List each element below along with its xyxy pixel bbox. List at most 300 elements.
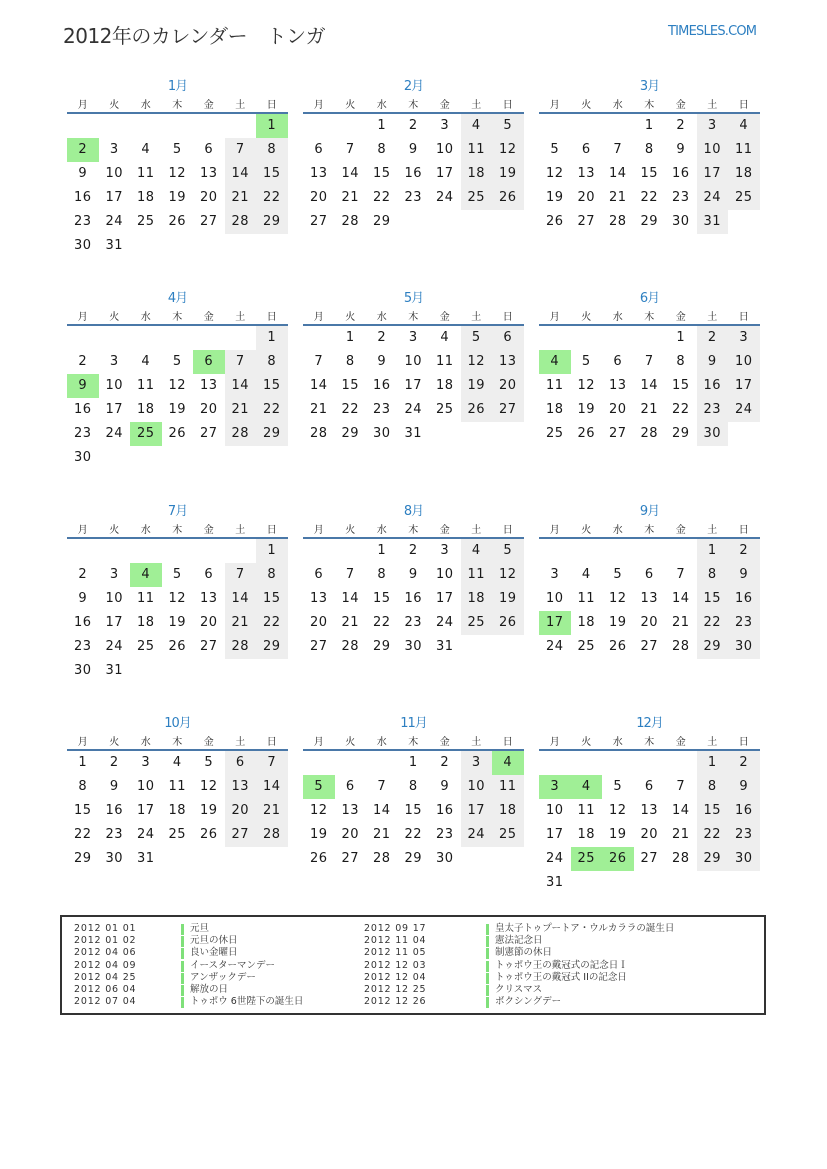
day-cell[interactable]: 7 (377, 779, 387, 794)
day-cell[interactable]: 3 (550, 567, 560, 582)
day-cell[interactable]: 1 (377, 543, 387, 558)
day-cell[interactable]: 29 (256, 210, 288, 234)
day-cell[interactable]: 30 (73, 663, 92, 678)
day-cell[interactable]: 8 (78, 779, 88, 794)
day-cell[interactable]: 24 (136, 827, 155, 842)
day-cell[interactable]: 13 (608, 378, 627, 393)
day-cell[interactable]: 20 (225, 799, 257, 823)
day-cell[interactable]: 14 (640, 378, 659, 393)
day-cell[interactable]: 15 (697, 587, 729, 611)
day-cell[interactable]: 28 (309, 426, 328, 441)
day-cell[interactable]: 26 (168, 426, 187, 441)
day-cell[interactable]: 3 (109, 142, 119, 157)
day-cell[interactable]: 18 (728, 162, 760, 186)
holiday-day-cell[interactable]: 4 (571, 775, 603, 799)
day-cell[interactable]: 31 (105, 238, 124, 253)
day-cell[interactable]: 28 (372, 851, 391, 866)
day-cell[interactable]: 16 (728, 587, 760, 611)
day-cell[interactable]: 1 (377, 118, 387, 133)
day-cell[interactable]: 9 (728, 563, 760, 587)
day-cell[interactable]: 12 (168, 166, 187, 181)
day-cell[interactable]: 1 (78, 755, 88, 770)
day-cell[interactable]: 29 (697, 847, 729, 871)
day-cell[interactable]: 6 (644, 567, 654, 582)
day-cell[interactable]: 12 (309, 803, 328, 818)
holiday-day-cell[interactable]: 4 (539, 350, 571, 374)
day-cell[interactable]: 10 (105, 166, 124, 181)
day-cell[interactable]: 16 (671, 166, 690, 181)
day-cell[interactable]: 8 (256, 563, 288, 587)
day-cell[interactable]: 30 (73, 238, 92, 253)
day-cell[interactable]: 30 (671, 214, 690, 229)
day-cell[interactable]: 25 (461, 186, 493, 210)
day-cell[interactable]: 2 (728, 751, 760, 775)
day-cell[interactable]: 7 (676, 567, 686, 582)
day-cell[interactable]: 5 (172, 567, 182, 582)
holiday-day-cell[interactable]: 25 (571, 847, 603, 871)
day-cell[interactable]: 22 (404, 827, 423, 842)
day-cell[interactable]: 26 (545, 214, 564, 229)
day-cell[interactable]: 2 (408, 543, 418, 558)
day-cell[interactable]: 21 (225, 398, 257, 422)
day-cell[interactable]: 29 (341, 426, 360, 441)
day-cell[interactable]: 27 (640, 639, 659, 654)
day-cell[interactable]: 11 (136, 591, 155, 606)
day-cell[interactable]: 27 (492, 398, 524, 422)
day-cell[interactable]: 3 (461, 751, 493, 775)
day-cell[interactable]: 22 (697, 823, 729, 847)
day-cell[interactable]: 16 (73, 190, 92, 205)
day-cell[interactable]: 20 (199, 190, 218, 205)
day-cell[interactable]: 2 (697, 326, 729, 350)
day-cell[interactable]: 20 (309, 190, 328, 205)
holiday-day-cell[interactable]: 4 (492, 751, 524, 775)
day-cell[interactable]: 22 (697, 611, 729, 635)
day-cell[interactable]: 4 (440, 330, 450, 345)
day-cell[interactable]: 20 (577, 190, 596, 205)
day-cell[interactable]: 15 (640, 166, 659, 181)
day-cell[interactable]: 15 (256, 587, 288, 611)
day-cell[interactable]: 24 (728, 398, 760, 422)
day-cell[interactable]: 22 (256, 186, 288, 210)
day-cell[interactable]: 1 (697, 539, 729, 563)
day-cell[interactable]: 1 (256, 539, 288, 563)
day-cell[interactable]: 24 (105, 426, 124, 441)
day-cell[interactable]: 27 (608, 426, 627, 441)
day-cell[interactable]: 30 (73, 450, 92, 465)
day-cell[interactable]: 8 (256, 138, 288, 162)
day-cell[interactable]: 29 (372, 214, 391, 229)
day-cell[interactable]: 22 (341, 402, 360, 417)
day-cell[interactable]: 25 (577, 639, 596, 654)
day-cell[interactable]: 12 (608, 803, 627, 818)
day-cell[interactable]: 27 (225, 823, 257, 847)
day-cell[interactable]: 31 (136, 851, 155, 866)
day-cell[interactable]: 6 (314, 142, 324, 157)
day-cell[interactable]: 27 (341, 851, 360, 866)
day-cell[interactable]: 10 (728, 350, 760, 374)
holiday-day-cell[interactable]: 4 (130, 563, 162, 587)
day-cell[interactable]: 28 (671, 851, 690, 866)
day-cell[interactable]: 17 (105, 615, 124, 630)
day-cell[interactable]: 11 (435, 354, 454, 369)
day-cell[interactable]: 10 (697, 138, 729, 162)
day-cell[interactable]: 14 (225, 374, 257, 398)
holiday-day-cell[interactable]: 25 (130, 422, 162, 446)
day-cell[interactable]: 19 (608, 615, 627, 630)
day-cell[interactable]: 21 (341, 615, 360, 630)
day-cell[interactable]: 26 (608, 639, 627, 654)
day-cell[interactable]: 21 (608, 190, 627, 205)
day-cell[interactable]: 13 (309, 166, 328, 181)
day-cell[interactable]: 27 (199, 426, 218, 441)
day-cell[interactable]: 12 (168, 378, 187, 393)
day-cell[interactable]: 4 (461, 114, 493, 138)
day-cell[interactable]: 15 (404, 803, 423, 818)
day-cell[interactable]: 28 (341, 639, 360, 654)
day-cell[interactable]: 29 (697, 635, 729, 659)
day-cell[interactable]: 13 (341, 803, 360, 818)
day-cell[interactable]: 8 (377, 567, 387, 582)
day-cell[interactable]: 20 (309, 615, 328, 630)
day-cell[interactable]: 15 (256, 162, 288, 186)
day-cell[interactable]: 13 (640, 591, 659, 606)
day-cell[interactable]: 19 (461, 374, 493, 398)
day-cell[interactable]: 30 (728, 635, 760, 659)
day-cell[interactable]: 16 (372, 378, 391, 393)
day-cell[interactable]: 26 (168, 639, 187, 654)
day-cell[interactable]: 21 (372, 827, 391, 842)
day-cell[interactable]: 11 (545, 378, 564, 393)
day-cell[interactable]: 8 (256, 350, 288, 374)
day-cell[interactable]: 8 (697, 563, 729, 587)
day-cell[interactable]: 11 (577, 803, 596, 818)
day-cell[interactable]: 5 (204, 755, 214, 770)
day-cell[interactable]: 31 (545, 875, 564, 890)
day-cell[interactable]: 27 (199, 214, 218, 229)
day-cell[interactable]: 30 (404, 639, 423, 654)
day-cell[interactable]: 8 (644, 142, 654, 157)
day-cell[interactable]: 17 (435, 591, 454, 606)
day-cell[interactable]: 13 (199, 591, 218, 606)
day-cell[interactable]: 14 (256, 775, 288, 799)
day-cell[interactable]: 8 (676, 354, 686, 369)
day-cell[interactable]: 26 (461, 398, 493, 422)
day-cell[interactable]: 5 (613, 567, 623, 582)
day-cell[interactable]: 23 (73, 639, 92, 654)
day-cell[interactable]: 15 (372, 591, 391, 606)
day-cell[interactable]: 19 (545, 190, 564, 205)
day-cell[interactable]: 5 (492, 114, 524, 138)
day-cell[interactable]: 13 (640, 803, 659, 818)
day-cell[interactable]: 6 (204, 142, 214, 157)
day-cell[interactable]: 2 (78, 354, 88, 369)
day-cell[interactable]: 5 (172, 354, 182, 369)
day-cell[interactable]: 6 (613, 354, 623, 369)
day-cell[interactable]: 13 (492, 350, 524, 374)
day-cell[interactable]: 25 (545, 426, 564, 441)
day-cell[interactable]: 14 (372, 803, 391, 818)
day-cell[interactable]: 1 (345, 330, 355, 345)
day-cell[interactable]: 12 (199, 779, 218, 794)
day-cell[interactable]: 7 (256, 751, 288, 775)
day-cell[interactable]: 25 (168, 827, 187, 842)
day-cell[interactable]: 5 (172, 142, 182, 157)
day-cell[interactable]: 20 (199, 615, 218, 630)
day-cell[interactable]: 14 (341, 591, 360, 606)
day-cell[interactable]: 23 (435, 827, 454, 842)
day-cell[interactable]: 17 (461, 799, 493, 823)
day-cell[interactable]: 9 (78, 166, 88, 181)
day-cell[interactable]: 18 (168, 803, 187, 818)
day-cell[interactable]: 15 (256, 374, 288, 398)
day-cell[interactable]: 29 (640, 214, 659, 229)
day-cell[interactable]: 24 (435, 190, 454, 205)
day-cell[interactable]: 4 (141, 354, 151, 369)
day-cell[interactable]: 19 (492, 587, 524, 611)
day-cell[interactable]: 9 (109, 779, 119, 794)
day-cell[interactable]: 28 (608, 214, 627, 229)
day-cell[interactable]: 2 (377, 330, 387, 345)
day-cell[interactable]: 2 (109, 755, 119, 770)
holiday-day-cell[interactable]: 5 (303, 775, 335, 799)
day-cell[interactable]: 9 (676, 142, 686, 157)
day-cell[interactable]: 14 (671, 803, 690, 818)
day-cell[interactable]: 10 (105, 591, 124, 606)
day-cell[interactable]: 28 (225, 422, 257, 446)
day-cell[interactable]: 29 (404, 851, 423, 866)
day-cell[interactable]: 27 (309, 639, 328, 654)
day-cell[interactable]: 5 (613, 779, 623, 794)
day-cell[interactable]: 7 (345, 142, 355, 157)
day-cell[interactable]: 26 (577, 426, 596, 441)
day-cell[interactable]: 18 (461, 587, 493, 611)
day-cell[interactable]: 25 (461, 611, 493, 635)
day-cell[interactable]: 23 (671, 190, 690, 205)
day-cell[interactable]: 17 (136, 803, 155, 818)
day-cell[interactable]: 17 (728, 374, 760, 398)
day-cell[interactable]: 23 (697, 398, 729, 422)
day-cell[interactable]: 9 (408, 142, 418, 157)
day-cell[interactable]: 15 (671, 378, 690, 393)
day-cell[interactable]: 7 (225, 350, 257, 374)
day-cell[interactable]: 12 (492, 138, 524, 162)
day-cell[interactable]: 23 (404, 190, 423, 205)
day-cell[interactable]: 24 (461, 823, 493, 847)
day-cell[interactable]: 28 (640, 426, 659, 441)
day-cell[interactable]: 31 (105, 663, 124, 678)
day-cell[interactable]: 16 (105, 803, 124, 818)
day-cell[interactable]: 3 (109, 354, 119, 369)
day-cell[interactable]: 17 (697, 162, 729, 186)
day-cell[interactable]: 14 (341, 166, 360, 181)
day-cell[interactable]: 23 (73, 426, 92, 441)
day-cell[interactable]: 18 (435, 378, 454, 393)
day-cell[interactable]: 22 (256, 611, 288, 635)
day-cell[interactable]: 30 (105, 851, 124, 866)
day-cell[interactable]: 9 (697, 350, 729, 374)
day-cell[interactable]: 30 (697, 422, 729, 446)
day-cell[interactable]: 30 (372, 426, 391, 441)
day-cell[interactable]: 23 (105, 827, 124, 842)
day-cell[interactable]: 4 (141, 142, 151, 157)
day-cell[interactable]: 20 (199, 402, 218, 417)
day-cell[interactable]: 16 (404, 166, 423, 181)
day-cell[interactable]: 3 (728, 326, 760, 350)
day-cell[interactable]: 21 (341, 190, 360, 205)
day-cell[interactable]: 21 (671, 827, 690, 842)
day-cell[interactable]: 22 (256, 398, 288, 422)
day-cell[interactable]: 21 (671, 615, 690, 630)
holiday-day-cell[interactable]: 9 (67, 374, 99, 398)
day-cell[interactable]: 13 (199, 166, 218, 181)
day-cell[interactable]: 20 (341, 827, 360, 842)
day-cell[interactable]: 30 (435, 851, 454, 866)
day-cell[interactable]: 7 (225, 563, 257, 587)
day-cell[interactable]: 1 (408, 755, 418, 770)
day-cell[interactable]: 9 (78, 591, 88, 606)
day-cell[interactable]: 10 (461, 775, 493, 799)
day-cell[interactable]: 24 (545, 851, 564, 866)
day-cell[interactable]: 8 (408, 779, 418, 794)
day-cell[interactable]: 29 (256, 422, 288, 446)
day-cell[interactable]: 26 (492, 611, 524, 635)
day-cell[interactable]: 12 (461, 350, 493, 374)
day-cell[interactable]: 5 (550, 142, 560, 157)
day-cell[interactable]: 3 (141, 755, 151, 770)
day-cell[interactable]: 19 (168, 402, 187, 417)
day-cell[interactable]: 11 (136, 166, 155, 181)
day-cell[interactable]: 3 (440, 543, 450, 558)
day-cell[interactable]: 22 (372, 190, 391, 205)
day-cell[interactable]: 24 (105, 214, 124, 229)
day-cell[interactable]: 14 (608, 166, 627, 181)
day-cell[interactable]: 12 (545, 166, 564, 181)
day-cell[interactable]: 16 (404, 591, 423, 606)
day-cell[interactable]: 20 (640, 615, 659, 630)
day-cell[interactable]: 13 (199, 378, 218, 393)
day-cell[interactable]: 15 (372, 166, 391, 181)
day-cell[interactable]: 12 (608, 591, 627, 606)
day-cell[interactable]: 6 (492, 326, 524, 350)
day-cell[interactable]: 22 (73, 827, 92, 842)
day-cell[interactable]: 11 (461, 563, 493, 587)
day-cell[interactable]: 16 (73, 615, 92, 630)
day-cell[interactable]: 25 (728, 186, 760, 210)
day-cell[interactable]: 11 (728, 138, 760, 162)
day-cell[interactable]: 9 (728, 775, 760, 799)
holiday-day-cell[interactable]: 3 (539, 775, 571, 799)
day-cell[interactable]: 7 (314, 354, 324, 369)
day-cell[interactable]: 24 (697, 186, 729, 210)
day-cell[interactable]: 1 (676, 330, 686, 345)
day-cell[interactable]: 14 (225, 162, 257, 186)
day-cell[interactable]: 10 (404, 354, 423, 369)
day-cell[interactable]: 21 (256, 799, 288, 823)
day-cell[interactable]: 10 (545, 591, 564, 606)
day-cell[interactable]: 14 (309, 378, 328, 393)
day-cell[interactable]: 19 (608, 827, 627, 842)
day-cell[interactable]: 13 (577, 166, 596, 181)
day-cell[interactable]: 10 (435, 142, 454, 157)
day-cell[interactable]: 15 (697, 799, 729, 823)
day-cell[interactable]: 17 (105, 190, 124, 205)
day-cell[interactable]: 18 (492, 799, 524, 823)
day-cell[interactable]: 6 (644, 779, 654, 794)
day-cell[interactable]: 2 (440, 755, 450, 770)
day-cell[interactable]: 23 (728, 823, 760, 847)
day-cell[interactable]: 17 (435, 166, 454, 181)
day-cell[interactable]: 18 (577, 615, 596, 630)
day-cell[interactable]: 19 (199, 803, 218, 818)
day-cell[interactable]: 15 (341, 378, 360, 393)
day-cell[interactable]: 28 (671, 639, 690, 654)
day-cell[interactable]: 29 (256, 635, 288, 659)
day-cell[interactable]: 28 (225, 635, 257, 659)
day-cell[interactable]: 22 (372, 615, 391, 630)
day-cell[interactable]: 16 (73, 402, 92, 417)
day-cell[interactable]: 12 (577, 378, 596, 393)
day-cell[interactable]: 19 (168, 615, 187, 630)
day-cell[interactable]: 24 (404, 402, 423, 417)
day-cell[interactable]: 4 (461, 539, 493, 563)
day-cell[interactable]: 30 (728, 847, 760, 871)
day-cell[interactable]: 2 (78, 567, 88, 582)
day-cell[interactable]: 11 (168, 779, 187, 794)
day-cell[interactable]: 20 (492, 374, 524, 398)
day-cell[interactable]: 4 (581, 567, 591, 582)
day-cell[interactable]: 17 (545, 827, 564, 842)
day-cell[interactable]: 18 (136, 402, 155, 417)
day-cell[interactable]: 3 (408, 330, 418, 345)
day-cell[interactable]: 18 (545, 402, 564, 417)
holiday-day-cell[interactable]: 1 (256, 114, 288, 138)
day-cell[interactable]: 15 (73, 803, 92, 818)
day-cell[interactable]: 3 (109, 567, 119, 582)
day-cell[interactable]: 8 (697, 775, 729, 799)
day-cell[interactable]: 31 (697, 210, 729, 234)
day-cell[interactable]: 25 (136, 214, 155, 229)
day-cell[interactable]: 8 (377, 142, 387, 157)
day-cell[interactable]: 2 (728, 539, 760, 563)
holiday-day-cell[interactable]: 2 (67, 138, 99, 162)
day-cell[interactable]: 21 (640, 402, 659, 417)
day-cell[interactable]: 6 (345, 779, 355, 794)
day-cell[interactable]: 23 (404, 615, 423, 630)
day-cell[interactable]: 4 (728, 114, 760, 138)
day-cell[interactable]: 16 (697, 374, 729, 398)
day-cell[interactable]: 22 (640, 190, 659, 205)
day-cell[interactable]: 16 (435, 803, 454, 818)
day-cell[interactable]: 11 (492, 775, 524, 799)
day-cell[interactable]: 6 (204, 567, 214, 582)
day-cell[interactable]: 19 (309, 827, 328, 842)
day-cell[interactable]: 27 (577, 214, 596, 229)
day-cell[interactable]: 14 (671, 591, 690, 606)
day-cell[interactable]: 31 (435, 639, 454, 654)
day-cell[interactable]: 26 (309, 851, 328, 866)
day-cell[interactable]: 13 (225, 775, 257, 799)
day-cell[interactable]: 6 (581, 142, 591, 157)
day-cell[interactable]: 23 (728, 611, 760, 635)
day-cell[interactable]: 24 (545, 639, 564, 654)
day-cell[interactable]: 27 (199, 639, 218, 654)
day-cell[interactable]: 9 (377, 354, 387, 369)
day-cell[interactable]: 1 (256, 326, 288, 350)
day-cell[interactable]: 28 (256, 823, 288, 847)
holiday-day-cell[interactable]: 6 (193, 350, 225, 374)
day-cell[interactable]: 9 (440, 779, 450, 794)
